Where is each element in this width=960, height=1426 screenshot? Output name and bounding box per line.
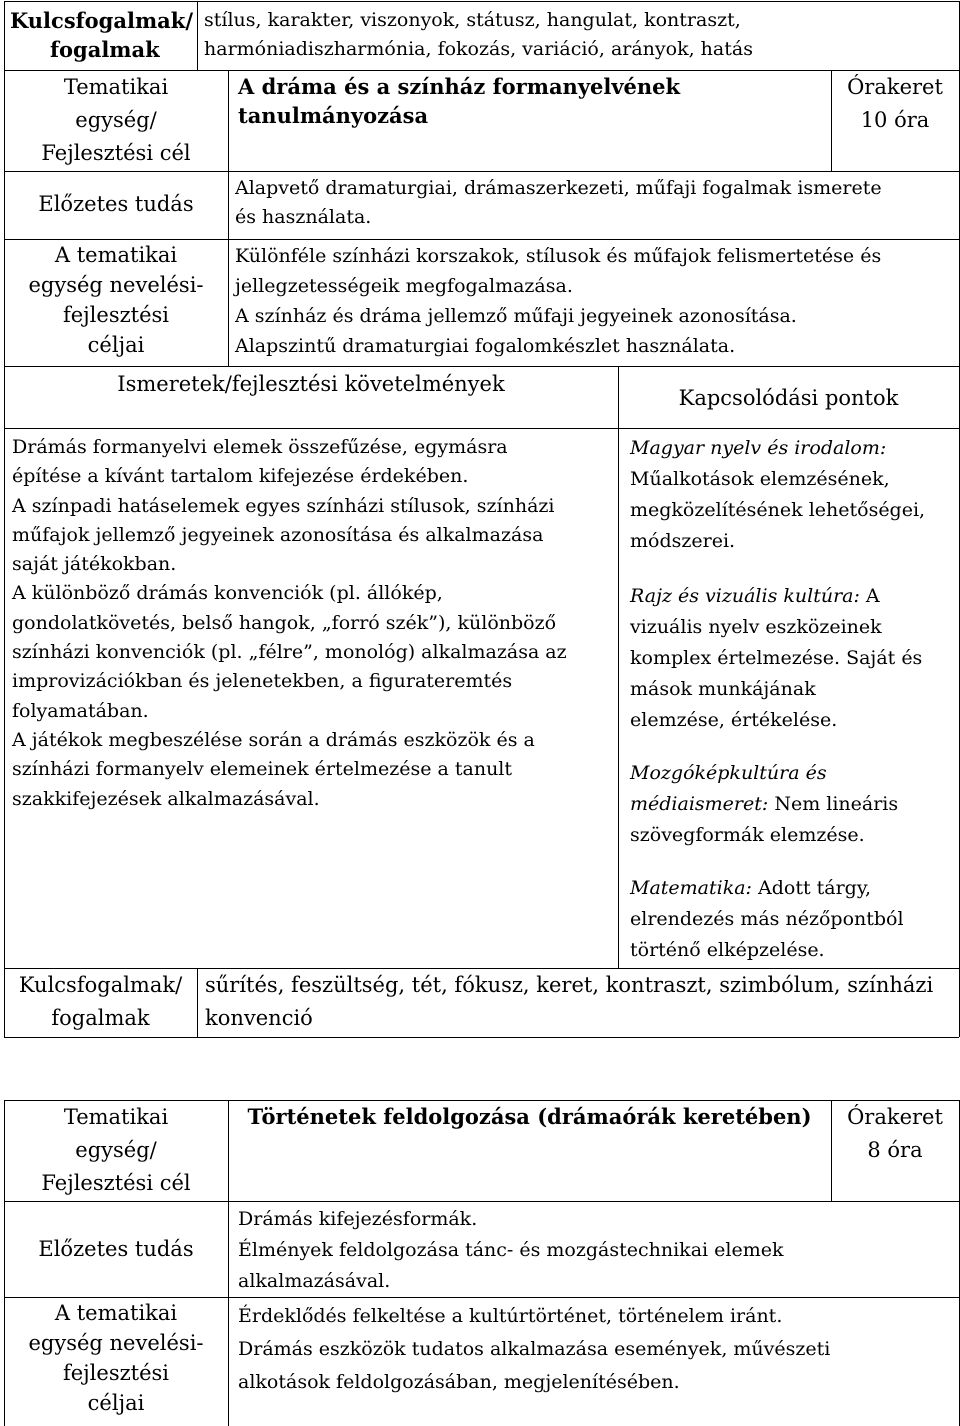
- celjai-label-2: A tematikai egység nevelési- fejlesztési céljai: [28, 1301, 204, 1415]
- celjai-label: A tematikai egység nevelési- fejlesztési céljai: [28, 243, 204, 357]
- kapcsolodas-mozgokep: Mozgóképkultúra és médiaismeret: Nem lineáris szövegformák elemzése.: [630, 762, 899, 846]
- kapcsolodas-matematika: Matematika: Adott tárgy, elrendezés más nézőpontból történő elképzelése.: [630, 877, 904, 961]
- tematikai-egyseg-label-2: Tematikai egység/ Fejlesztési cél: [41, 1105, 191, 1195]
- elozetes-tudas-text: Alapvető dramaturgiai, drámaszerkezeti, műfaji fogalmak ismerete és használata.: [235, 177, 882, 228]
- ismeretek-text: Drámás formanyelvi elemek összefűzése, egymásra építése a kívánt tartalom kifejezése érdekében. A színpadi hatáselemek egyes színházi stílusok, színházi műfajok jellemző jegyeinek azonosítása és alkalmazása saját játékokban. A különböző drámás konvenciók (pl. állókép, gondolatkövetés, belső hangok, „forró szék”), különböző színházi konvenciók (pl. „félre”, monológ) alkalmazása az improvizációkban és jelenetekben, a figurateremtés folyamatában. A játékok megbeszélése során a drámás eszközök és a színházi formanyelv elemeinek értelmezése a tanult szakkifejezések alkalmazásával.: [12, 436, 567, 810]
- kulcsfogalmak-label: Kulcsfogalmak/ fogalmak: [10, 8, 194, 62]
- orakeret-value: 10 óra: [860, 108, 930, 132]
- tematikai-egyseg-label: Tematikai egység/ Fejlesztési cél: [41, 75, 191, 165]
- elozetes-tudas-label: Előzetes tudás: [38, 192, 194, 216]
- celjai-text: Különféle színházi korszakok, stílusok és műfajok felismertetése és jellegzetességeik megfogalmazása. A színház és dráma jellemző műfaji jegyeinek azonosítása. Alapszintű dramaturgiai fogalomkészlet használata.: [235, 245, 882, 357]
- kulcsfogalmak-label-2: Kulcsfogalmak/ fogalmak: [18, 973, 183, 1030]
- orakeret-label-2: Órakeret: [847, 1105, 943, 1129]
- elozetes-tudas-text-2: Drámás kifejezésformák. Élmények feldolgozása tánc- és mozgástechnikai elemek alkalmazásával.: [238, 1208, 784, 1292]
- kapcsolodas-magyar: Magyar nyelv és irodalom: Műalkotások elemzésének, megközelítésének lehetőségei, módszerei.: [630, 437, 926, 552]
- ismeretek-header: Ismeretek/fejlesztési követelmények: [117, 372, 505, 396]
- elozetes-tudas-label-2: Előzetes tudás: [38, 1237, 194, 1261]
- kulcsfogalmak-text: stílus, karakter, viszonyok, státusz, hangulat, kontraszt, harmóniadiszharmónia, fokozás, variáció, arányok, hatás: [204, 9, 753, 60]
- kapcsolodasi-header: Kapcsolódási pontok: [678, 386, 899, 410]
- celjai-text-2: Érdeklődés felkeltése a kultúrtörténet, történelem iránt. Drámás eszközök tudatos alkalmazása események, művészeti alkotások feldolgozásában, megjelenítésében.: [238, 1305, 831, 1393]
- orakeret-2: [831, 1101, 959, 1167]
- orakeret-value-2: 8 óra: [867, 1138, 923, 1162]
- orakeret: [831, 71, 959, 137]
- orakeret-label: Órakeret: [847, 75, 943, 99]
- unit-title: A dráma és a színház formanyelvének tanulmányozása: [238, 74, 681, 128]
- kulcsfogalmak-text-2: sűrítés, feszültség, tét, fókusz, keret, kontraszt, szimbólum, színházi konvenció: [205, 973, 934, 1030]
- kapcsolodas-rajz: Rajz és vizuális kultúra: A vizuális nyelv eszközeinek komplex értelmezése. Saját és mások munkájának elemzése, értékelése.: [630, 585, 923, 731]
- unit-title-2: Történetek feldolgozása (drámaórák keretében): [247, 1104, 812, 1129]
- kapcsolodasi-text: [630, 433, 925, 984]
